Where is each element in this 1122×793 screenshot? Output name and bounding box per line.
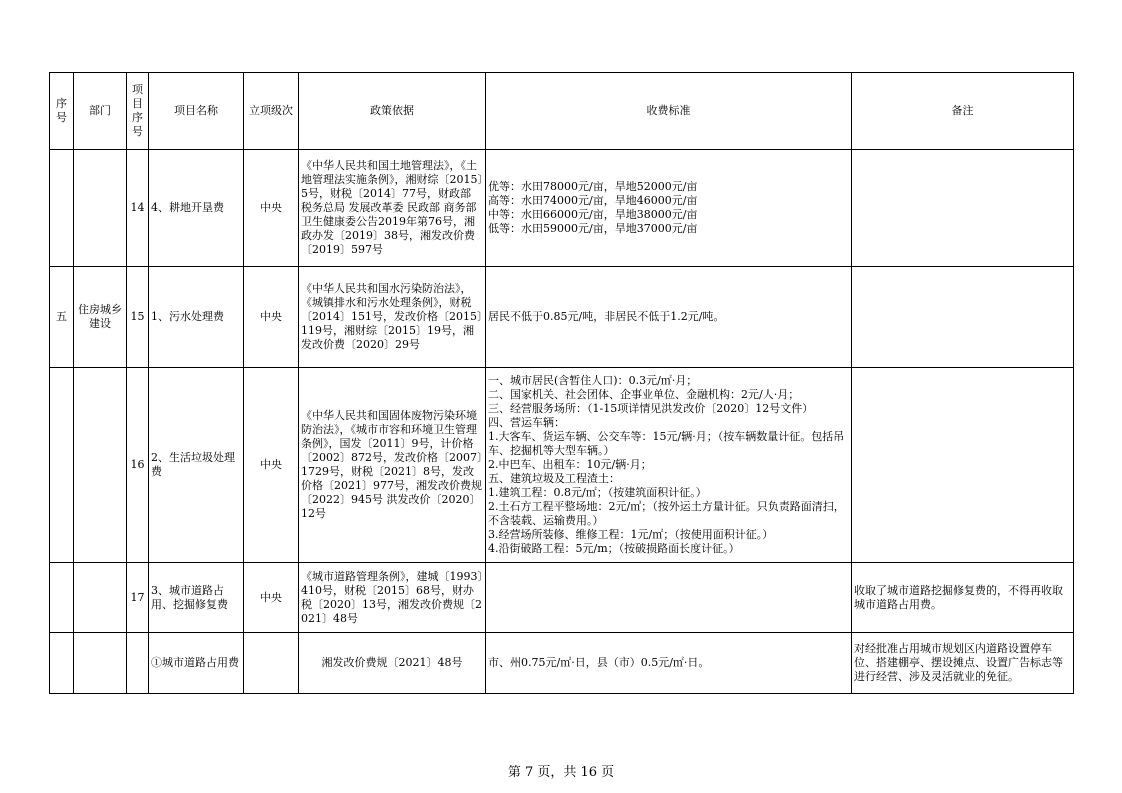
cell-dept <box>74 633 127 694</box>
cell-seq <box>50 150 74 267</box>
cell-policy: 《中华人民共和国固体废物污染环境防治法》，《城市市容和环境卫生管理条例》，国发〔2011〕9号，计价格〔2002〕872号，发改价格〔2007〕1729号，财税〔2021〕8号，发改价格〔2021〕977号，湘发改价费规〔2022〕945号 洪发改价〔2020〕12号 <box>299 368 486 563</box>
cell-item-name: 1、污水处理费 <box>149 267 244 368</box>
cell-remark <box>852 368 1074 563</box>
cell-standard: 居民不低于0.85元/吨，非居民不低于1.2元/吨。 <box>486 267 852 368</box>
cell-policy: 《中华人民共和国水污染防治法》，《城镇排水和污水处理条例》，财税〔2014〕151号，发改价格〔2015〕119号，湘财综〔2015〕19号，湘发改价费〔2020〕29号 <box>299 267 486 368</box>
header-seq: 序号 <box>50 73 74 150</box>
header-dept: 部门 <box>74 73 127 150</box>
cell-level: 中央 <box>244 150 299 267</box>
header-level: 立项级次 <box>244 73 299 150</box>
fee-table <box>49 72 1074 694</box>
cell-remark: 收取了城市道路挖掘修复费的，不得再收取城市道路占用费。 <box>852 563 1074 633</box>
cell-policy: 《中华人民共和国土地管理法》，《土地管理法实施条例》，湘财综〔2015〕5号，财税〔2014〕77号，财政部 税务总局 发展改革委 民政部 商务部 卫生健康委公告2019年第76号，湘政办发〔2019〕38号，湘发改价费〔2019〕597号 <box>299 150 486 267</box>
header-row <box>50 73 1074 150</box>
cell-item-seq: 15 <box>127 267 149 368</box>
cell-level: 中央 <box>244 267 299 368</box>
table-row <box>50 150 1074 267</box>
cell-item-name: 4、耕地开垦费 <box>149 150 244 267</box>
cell-standard: 优等：水田78000元/亩，旱地52000元/亩 高等：水田74000元/亩，旱地46000元/亩 中等：水田66000元/亩，旱地38000元/亩 低等：水田59000元/亩，旱地37000元/亩 <box>486 150 852 267</box>
cell-policy: 湘发改价费规〔2021〕48号 <box>299 633 486 694</box>
cell-dept <box>74 150 127 267</box>
cell-dept: 住房城乡建设 <box>74 267 127 368</box>
cell-remark <box>852 267 1074 368</box>
cell-seq <box>50 368 74 563</box>
table-row <box>50 267 1074 368</box>
header-item-seq: 项目序号 <box>127 73 149 150</box>
cell-item-seq: 14 <box>127 150 149 267</box>
page-footer: 第 7 页，共 16 页 <box>507 765 615 780</box>
header-policy: 政策依据 <box>299 73 486 150</box>
cell-policy: 《城市道路管理条例》，建城〔1993〕410号，财税〔2015〕68号，财办税〔2020〕13号，湘发改价费规〔2021〕48号 <box>299 563 486 633</box>
cell-seq <box>50 563 74 633</box>
table-row <box>50 368 1074 563</box>
cell-seq <box>50 633 74 694</box>
cell-seq: 五 <box>50 267 74 368</box>
table-row <box>50 633 1074 694</box>
cell-item-seq <box>127 633 149 694</box>
cell-item-name: ①城市道路占用费 <box>149 633 244 694</box>
cell-level: 中央 <box>244 368 299 563</box>
header-remark: 备注 <box>852 73 1074 150</box>
cell-remark <box>852 150 1074 267</box>
cell-level: 中央 <box>244 563 299 633</box>
cell-standard: 一、城市居民(含暂住人口)：0.3元/㎡·月； 二、国家机关、社会团体、企事业单位、金融机构：2元/人·月； 三、经营服务场所：（1-15项详情见洪发改价〔2020〕12号文件） 四、营运车辆： 1.大客车、货运车辆、公交车等：15元/辆·月；（按车辆数量计征。包括吊车、挖掘机等大型车辆。） 2.中巴车、出租车：10元/辆·月； 五、建筑垃圾及工程渣土： 1.建筑工程：0.8元/㎡；（按建筑面积计征。） 2.土石方工程平整场地：2元/㎥；（按外运土方量计征。只负责路面清扫，不含装载、运输费用。） 3.经营场所装修、维修工程：1元/㎡；（按使用面积计征。） 4.沿街破路工程：5元/m；（按破损路面长度计征。） <box>486 368 852 563</box>
cell-dept <box>74 563 127 633</box>
cell-item-seq: 16 <box>127 368 149 563</box>
cell-standard <box>486 563 852 633</box>
cell-item-name: 2、生活垃圾处理费 <box>149 368 244 563</box>
cell-standard: 市、州0.75元/㎡·日，县（市）0.5元/㎡·日。 <box>486 633 852 694</box>
cell-level <box>244 633 299 694</box>
header-standard: 收费标准 <box>486 73 852 150</box>
cell-dept <box>74 368 127 563</box>
table-row <box>50 563 1074 633</box>
cell-remark: 对经批准占用城市规划区内道路设置停车位、搭建棚亭、摆设摊点、设置广告标志等进行经营、涉及灵活就业的免征。 <box>852 633 1074 694</box>
header-item-name: 项目名称 <box>149 73 244 150</box>
cell-item-name: 3、城市道路占用、挖掘修复费 <box>149 563 244 633</box>
cell-item-seq: 17 <box>127 563 149 633</box>
